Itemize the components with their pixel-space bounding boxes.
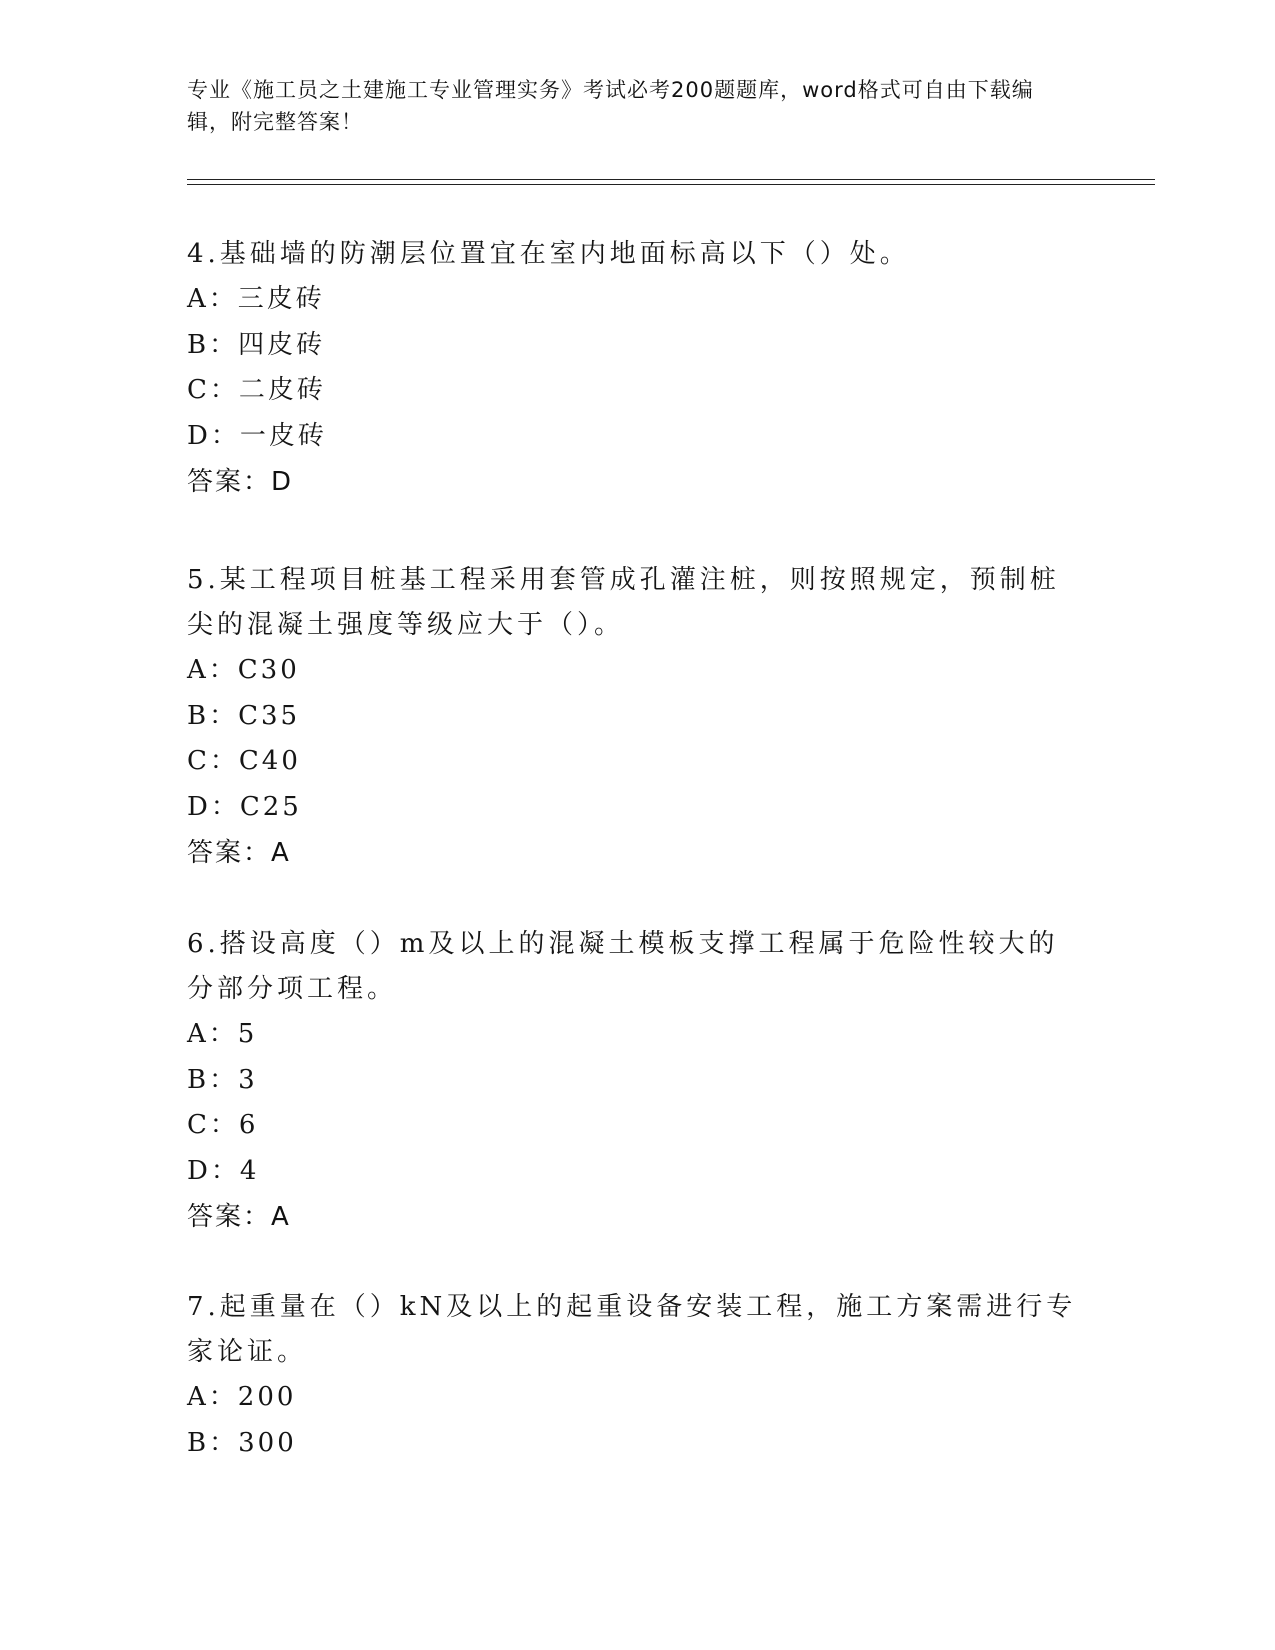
question-5 bbox=[187, 558, 1087, 876]
document-header: 专业《施工员之土建施工专业管理实务》考试必考200题题库，word格式可自由下载编辑，附完整答案！ bbox=[187, 78, 1034, 134]
option-d: D：C25 bbox=[187, 791, 302, 822]
option-c: C：二皮砖 bbox=[187, 375, 326, 405]
header-divider-top bbox=[187, 179, 1155, 180]
option-b: B：300 bbox=[187, 1427, 297, 1458]
question-7 bbox=[187, 1285, 1087, 1466]
question-text: 4.基础墙的防潮层位置宜在室内地面标高以下（）处。 bbox=[187, 239, 910, 269]
option-d: D：一皮砖 bbox=[187, 420, 327, 451]
option-c: C：C40 bbox=[187, 746, 301, 776]
option-a: A：三皮砖 bbox=[187, 284, 325, 314]
option-c: C：6 bbox=[187, 1110, 259, 1140]
answer: 答案：D bbox=[187, 467, 294, 497]
option-b: B：四皮砖 bbox=[187, 329, 326, 360]
option-a: A：C30 bbox=[187, 655, 300, 685]
question-4 bbox=[187, 232, 1087, 505]
answer: 答案：A bbox=[187, 838, 291, 868]
option-a: A：5 bbox=[187, 1019, 258, 1049]
question-text: 6.搭设高度（）m及以上的混凝土模板支撑工程属于危险性较大的分部分项工程。 bbox=[187, 929, 1059, 1004]
question-6 bbox=[187, 922, 1087, 1240]
option-b: B：C35 bbox=[187, 700, 301, 731]
header-divider-bottom bbox=[187, 184, 1155, 185]
option-b: B：3 bbox=[187, 1064, 258, 1095]
answer: 答案：A bbox=[187, 1202, 291, 1232]
question-text: 5.某工程项目桩基工程采用套管成孔灌注桩，则按照规定，预制桩尖的混凝土强度等级应大于（）。 bbox=[187, 565, 1060, 640]
option-a: A：200 bbox=[187, 1382, 297, 1412]
question-text: 7.起重量在（）kN及以上的起重设备安装工程，施工方案需进行专家论证。 bbox=[187, 1292, 1077, 1367]
option-d: D：4 bbox=[187, 1155, 260, 1186]
